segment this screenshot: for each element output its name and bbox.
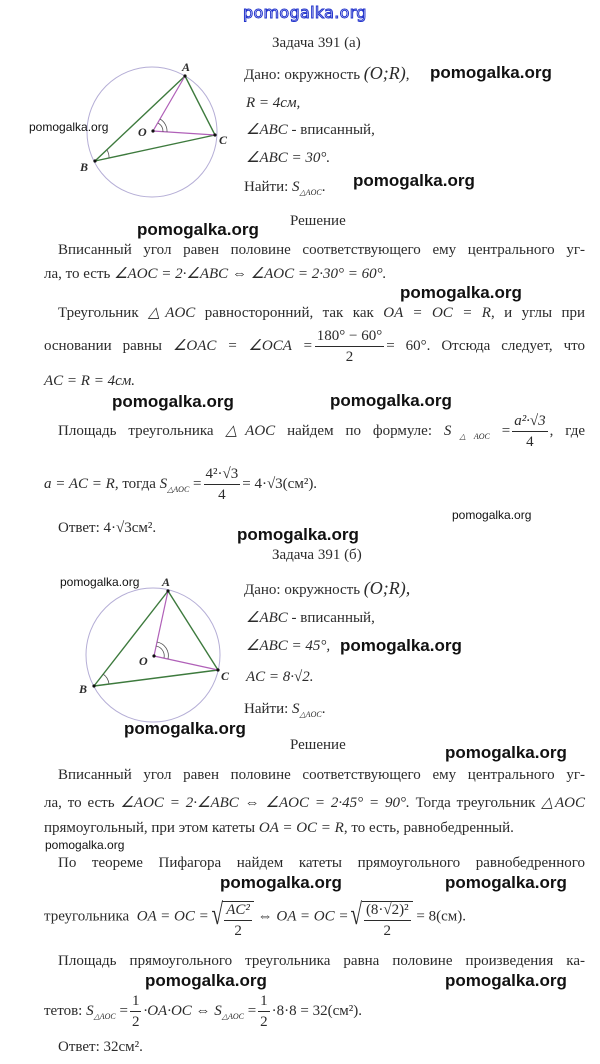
b-p1-line3: прямоугольный, при этом катеты OA = OC = R, то есть, равнобедренный. <box>44 820 514 836</box>
watermark: pomogalka.org <box>29 120 109 134</box>
watermark: pomogalka.org <box>124 719 246 738</box>
b-p1-line2: ла, то есть ∠AOC = 2·∠ABC ⇔ ∠AOC = 2·45° = 90°. Тогда треугольник △AOC <box>44 795 585 811</box>
angle-arc-b <box>107 150 109 158</box>
watermark: pomogalka.org <box>445 873 567 892</box>
watermark: pomogalka.org <box>445 743 567 762</box>
side-bc <box>95 135 215 161</box>
watermark: pomogalka.org <box>400 283 522 302</box>
watermark: pomogalka.org <box>45 838 125 852</box>
watermark: pomogalka.org <box>445 971 567 990</box>
a-p2-line3: AC = R = 4см. <box>44 373 136 389</box>
watermark: pomogalka.org <box>145 971 267 990</box>
side-ac <box>168 591 218 670</box>
solution-title-b: Решение <box>290 737 346 753</box>
a-p2-line1: Треугольник △AOC равносторонний, так как OA = OC = R, и углы при <box>58 305 586 321</box>
label-o: O <box>138 125 147 139</box>
point-o <box>152 654 155 657</box>
label-c: C <box>221 669 230 683</box>
label-b: B <box>79 682 88 696</box>
watermark: pomogalka.org <box>60 575 140 589</box>
site-logo[interactable]: pomogalka.org <box>243 3 367 22</box>
side-ab <box>95 76 185 161</box>
given-ac-b: AC = 8·√2. <box>246 669 314 685</box>
label-a: A <box>162 575 171 589</box>
fraction: $\frac{180^\circ - 60^\circ}{2}$ <box>316 328 383 365</box>
b-p2-line1: По теореме Пифагора найдем катеты прямоугольного равнобедренного <box>58 855 585 871</box>
watermark: pomogalka.org <box>353 171 475 190</box>
radius-oa <box>153 76 185 131</box>
label-c: C <box>219 133 228 147</box>
b-p1-line1: Вписанный угол равен половине соответствующего ему центрального уг- <box>58 767 585 783</box>
watermark: pomogalka.org <box>340 636 462 655</box>
given-angle-a: ∠ABC = 30°. <box>246 150 331 166</box>
label-a: A <box>182 60 191 74</box>
find-a: Найти: $S_{\triangle AOC}$. <box>244 179 326 197</box>
point-c <box>213 133 216 136</box>
side-bc <box>94 670 218 686</box>
find-b: Найти: $S_{\triangle AOC}$. <box>244 701 326 719</box>
watermark: pomogalka.org <box>237 525 359 544</box>
watermark: pomogalka.org <box>452 508 532 522</box>
task-a-title: Задача 391 (а) <box>272 35 361 51</box>
label-b: B <box>80 160 89 174</box>
solution-title-a: Решение <box>290 213 346 229</box>
point-o <box>151 129 154 132</box>
given-inscribed-b: ∠ABC - вписанный, <box>246 610 375 626</box>
a-p3-line2: a = AC = R, тогда $S_{\triangle AOC}$ = $\frac{\text{4²·√3}}{4}$ = 4·√3(см²). <box>44 466 318 503</box>
point-b <box>92 684 95 687</box>
given-inscribed-a: ∠ABC - вписанный, <box>246 122 375 138</box>
watermark: pomogalka.org <box>330 391 452 410</box>
answer-b: Ответ: 32см². <box>58 1039 143 1055</box>
a-p2-line2: основании равны ∠OAC = ∠OCA = $\frac{180^\circ - 60^\circ}{2}$ = 60°. Отсюда следует, что <box>44 328 586 365</box>
point-c <box>216 668 219 671</box>
figure-a <box>0 0 260 210</box>
b-p3-line1: Площадь прямоугольного треугольника равна половине произведения ка- <box>58 953 585 969</box>
a-p1-line2: ла, то есть ∠AOC = 2·∠ABC ⇔ ∠AOC = 2·30° = 60°. <box>44 266 387 282</box>
radius-oc <box>154 656 218 670</box>
b-p2-line2: треугольника OA = OC = √ $\frac{\text{AC²}}{2}$ ⇔ OA = OC = √ $\frac{\text{(8·√2)²}}{2}$ = 8(см). <box>44 898 467 939</box>
a-p3-line1: Площадь треугольника △AOC найдем по формуле: $S_{\triangle AOC}$ = $\frac{\text{a²·√3}}{4}$ , где <box>58 413 586 450</box>
label-o: O <box>139 654 148 668</box>
task-b-title: Задача 391 (б) <box>272 547 362 563</box>
given-b: Дано: окружность (O;R), <box>244 578 411 598</box>
answer-a: Ответ: 4·√3см². <box>58 520 157 536</box>
side-ac <box>185 76 215 135</box>
radius-oc <box>153 131 215 135</box>
b-p3-line2: тетов: $S_{\triangle AOC}$ = $\frac{1}{2}$ ·OA·OC ⇔ $S_{\triangle AOC}$ = $\frac{1}{2}$ ·8·8 = 32(см²). <box>44 993 363 1030</box>
given-angle-b: ∠ABC = 45°, <box>246 638 331 654</box>
watermark: pomogalka.org <box>220 873 342 892</box>
watermark: pomogalka.org <box>137 220 259 239</box>
watermark: pomogalka.org <box>430 63 552 82</box>
point-b <box>93 159 96 162</box>
angle-arc-o2 <box>158 123 163 132</box>
given-radius-a: R = 4см, <box>246 95 301 111</box>
watermark: pomogalka.org <box>112 392 234 411</box>
side-ab <box>94 591 168 686</box>
given-a: Дано: окружность (O;R), <box>244 63 410 83</box>
a-p1-line1: Вписанный угол равен половине соответствующего ему центрального уг- <box>58 242 585 258</box>
angle-arc-b <box>103 674 109 684</box>
